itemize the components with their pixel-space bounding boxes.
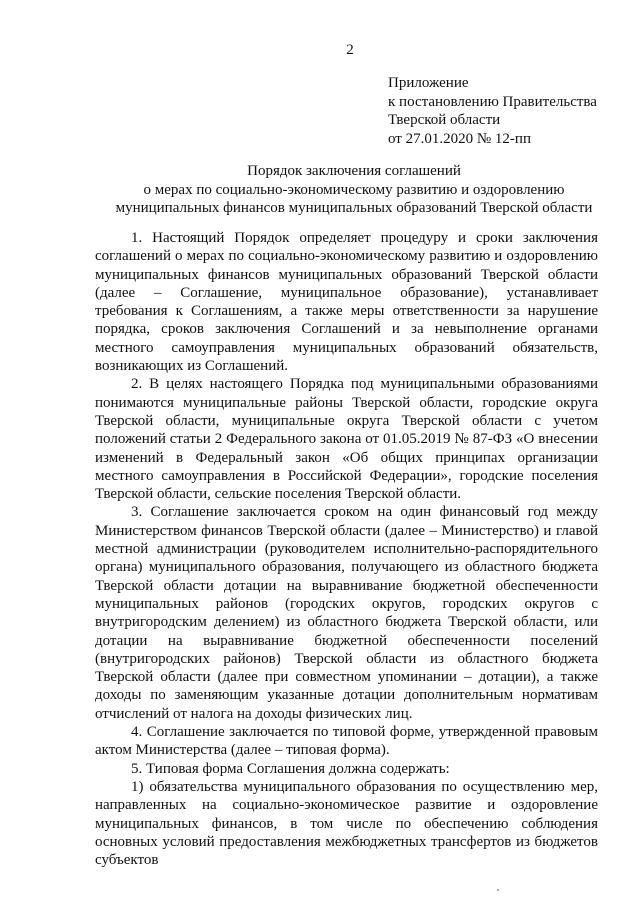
appendix-block bbox=[388, 74, 628, 148]
paragraph: 1. Настоящий Порядок определяет процедуру и сроки заключения соглашений о мерах по социально-экономическому развитию и оздоровлению муниципальных финансов муниципальных образований Тверской области (далее – Соглашение, муниципальное образование), устанавливает требования к Соглашениям, а также меры ответственности за нарушение порядка, сроков заключения Соглашений и за невыполнение органами местного самоуправления муниципальных образований обязательств, возникающих из Соглашений. bbox=[95, 230, 598, 375]
document-body bbox=[95, 229, 598, 869]
appendix-line: Тверской области bbox=[388, 112, 501, 128]
paragraph: 2. В целях настоящего Порядка под муниципальными образованиями понимаются муниципальные районы Тверской области, городские округа Тверской области, муниципальные округа Тверской области с учетом положений статьи 2 Федерального закона от 01.05.2019 № 87-ФЗ «О внесении изменений в Федеральный закон «Об общих принципах организации местного самоуправления в Российской Федерации», городские поселения Тверской области, сельские поселения Тверской области. bbox=[95, 376, 598, 503]
paragraph: 5. Типовая форма Соглашения должна содержать: bbox=[131, 760, 450, 777]
paragraph: 4. Соглашение заключается по типовой форме, утвержденной правовым актом Министерства (далее – типовая форма). bbox=[95, 724, 598, 759]
appendix-line: Приложение bbox=[388, 75, 469, 91]
document-title bbox=[88, 162, 620, 218]
paragraph: 3. Соглашение заключается сроком на один финансовый год между Министерством финансов Тверской области (далее – Министерство) и главой местной администрации (руководителем исполнительно-распорядительного органа) муниципального образования, получающего из областного бюджета Тверской области дотации на выравнивание бюджетной обеспеченности муниципальных районов (городских округов, городских округов с внутригородским делением) из областного бюджета Тверской области, или дотации на выравнивание бюджетной обеспеченности поселений (внутригородских районов) Тверской области из областного бюджета Тверской области (далее при совместном упоминании – дотации), а также доходы по заменяющим указанные дотации дополнительным нормативам отчислений от налога на доходы физических лиц. bbox=[95, 504, 598, 722]
page-number: 2 bbox=[346, 42, 354, 58]
title-line: муниципальных финансов муниципальных образований Тверской области bbox=[115, 200, 593, 216]
title-line: Порядок заключения соглашений bbox=[247, 163, 461, 179]
appendix-line: от 27.01.2020 № 12-пп bbox=[388, 130, 531, 147]
paragraph: 1) обязательства муниципального образования по осуществлению мер, направленных на социально-экономическое развитие и оздоровление муниципальных финансов, в том числе по обеспечению соблюдения основных условий предоставления межбюджетных трансфертов из бюджетов субъектов bbox=[95, 778, 598, 869]
title-line: о мерах по социально-экономическому развитию и оздоровлению bbox=[143, 181, 565, 198]
appendix-line: к постановлению Правительства bbox=[388, 93, 597, 110]
scan-speck bbox=[497, 889, 499, 891]
